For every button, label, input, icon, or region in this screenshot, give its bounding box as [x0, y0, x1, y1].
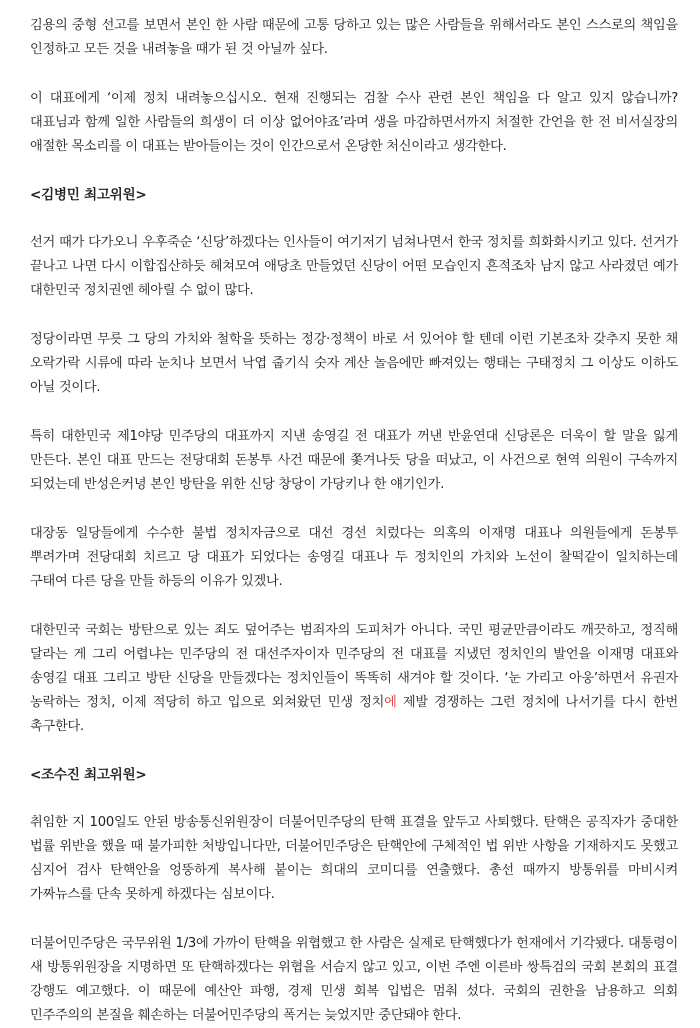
- section-heading-kim-byung-min: <김병민 최고위원>: [30, 187, 147, 203]
- article-paragraph: 김용의 중형 선고를 보면서 본인 한 사람 때문에 고통 당하고 있는 많은 사람들을 위해서라도 본인 스스로의 책임을 인정하고 모든 것을 내려놓을 때가 된 것 아닐까 싶다.: [30, 18, 678, 57]
- article-paragraph: 특히 대한민국 제1야당 민주당의 대표까지 지낸 송영길 전 대표가 꺼낸 반윤연대 신당론은 더욱이 할 말을 잃게 만든다. 본인 대표 만드는 전당대회 돈봉투 사건 때문에 쫓겨나듯 당을 떠났고, 이 사건으로 현역 의원이 구속까지 되었는데 반성은커녕 본인 방탄을 위한 신당 창당이 가당키나 한 얘기인가.: [30, 429, 678, 492]
- paragraph-text-after-highlight: 제발 경쟁하는 그런 정치에 나서기를 다시 한번 촉구한다.: [30, 695, 678, 734]
- article-paragraph: 이 대표에게 ‘이제 정치 내려놓으십시오. 현재 진행되는 검찰 수사 관련 본인 책임을 다 알고 있지 않습니까? 대표님과 함께 일한 사람들의 희생이 더 이상 없어야죠’라며 생을 마감하면서까지 처절한 간언을 한 전 비서실장의 애절한 목소리를 이 대표는 받아들이는 것이 인간으로서 온당한 처신이라고 생각한다.: [30, 91, 678, 154]
- paragraph-text-before-highlight: 대한민국 국회는 방탄으로 있는 죄도 덮어주는 범죄자의 도피처가 아니다. 국민 평균만큼이라도 깨끗하고, 정직해 달라는 게 그리 어렵냐는 민주당의 전 대선주자이자 민주당의 전 대표를 지냈던 정치인의 발언을 이재명 대표와 송영길 대표 그리고 방탄 신당을 만들겠다는 정치인들이 똑똑히 새겨야 할 것이다. ‘눈 가리고 아웅’하면서 유권자 농락하는 정치, 이제 적당히 하고 입으로 외쳐왔던 민생 정치: [30, 623, 678, 710]
- article-paragraph: 더불어민주당은 국무위원 1/3에 가까이 탄핵을 위협했고 한 사람은 실제로 탄핵했다가 헌재에서 기각됐다. 대통령이 새 방통위원장을 지명하면 또 탄핵하겠다는 위협을 서슴지 않고 있고, 이번 주엔 이른바 쌍특검의 국회 본회의 표결 강행도 예고했다. 이 때문에 예산안 파행, 경제 민생 회복 입법은 멈춰 섰다. 국회의 권한을 남용하고 의회 민주주의의 본질을 훼손하는 더불어민주당의 폭거는 늦었지만 중단돼야 한다.: [30, 936, 678, 1023]
- highlighted-text: 에: [384, 695, 397, 710]
- article-paragraph: 선거 때가 다가오니 우후죽순 ‘신당’하겠다는 인사들이 여기저기 넘쳐나면서 한국 정치를 희화화시키고 있다. 선거가 끝나고 나면 다시 이합집산하듯 헤쳐모여 애당초 만들었던 신당이 어떤 모습인지 흔적조차 남지 않고 사라졌던 예가 대한민국 정치권엔 헤아릴 수 없이 많다.: [30, 235, 678, 298]
- section-heading-cho-su-jin: <조수진 최고위원>: [30, 767, 147, 783]
- article-paragraph: 정당이라면 무릇 그 당의 가치와 철학을 뜻하는 정강·정책이 바로 서 있어야 할 텐데 이런 기본조차 갖추지 못한 채 오락가락 시류에 따라 눈치나 보면서 낙엽 줍기식 숫자 계산 놀음에만 빠져있는 행태는 구태정치 그 이상도 이하도 아닐 것이다.: [30, 332, 678, 395]
- article-paragraph: 대장동 일당들에게 수수한 불법 정치자금으로 대선 경선 치렀다는 의혹의 이재명 대표나 의원들에게 돈봉투 뿌려가며 전당대회 치르고 당 대표가 되었다는 송영길 대표나 두 정치인의 가치와 노선이 찰떡같이 일치하는데 구태여 다른 당을 만들 하등의 이유가 있겠나.: [30, 526, 678, 589]
- article-paragraph: 취임한 지 100일도 안된 방송통신위원장이 더불어민주당의 탄핵 표결을 앞두고 사퇴했다. 탄핵은 공직자가 중대한 법률 위반을 했을 때 불가피한 처방입니다만, 더불어민주당은 탄핵안에 구체적인 법 위반 사항을 기재하지도 못했고 심지어 검사 탄핵안을 엉뚱하게 복사해 붙이는 희대의 코미디를 연출했다. 총선 때까지 방통위를 마비시켜 가짜뉴스를 단속 못하게 하겠다는 심보이다.: [30, 815, 678, 902]
- article-paragraph-with-highlight: [30, 619, 678, 739]
